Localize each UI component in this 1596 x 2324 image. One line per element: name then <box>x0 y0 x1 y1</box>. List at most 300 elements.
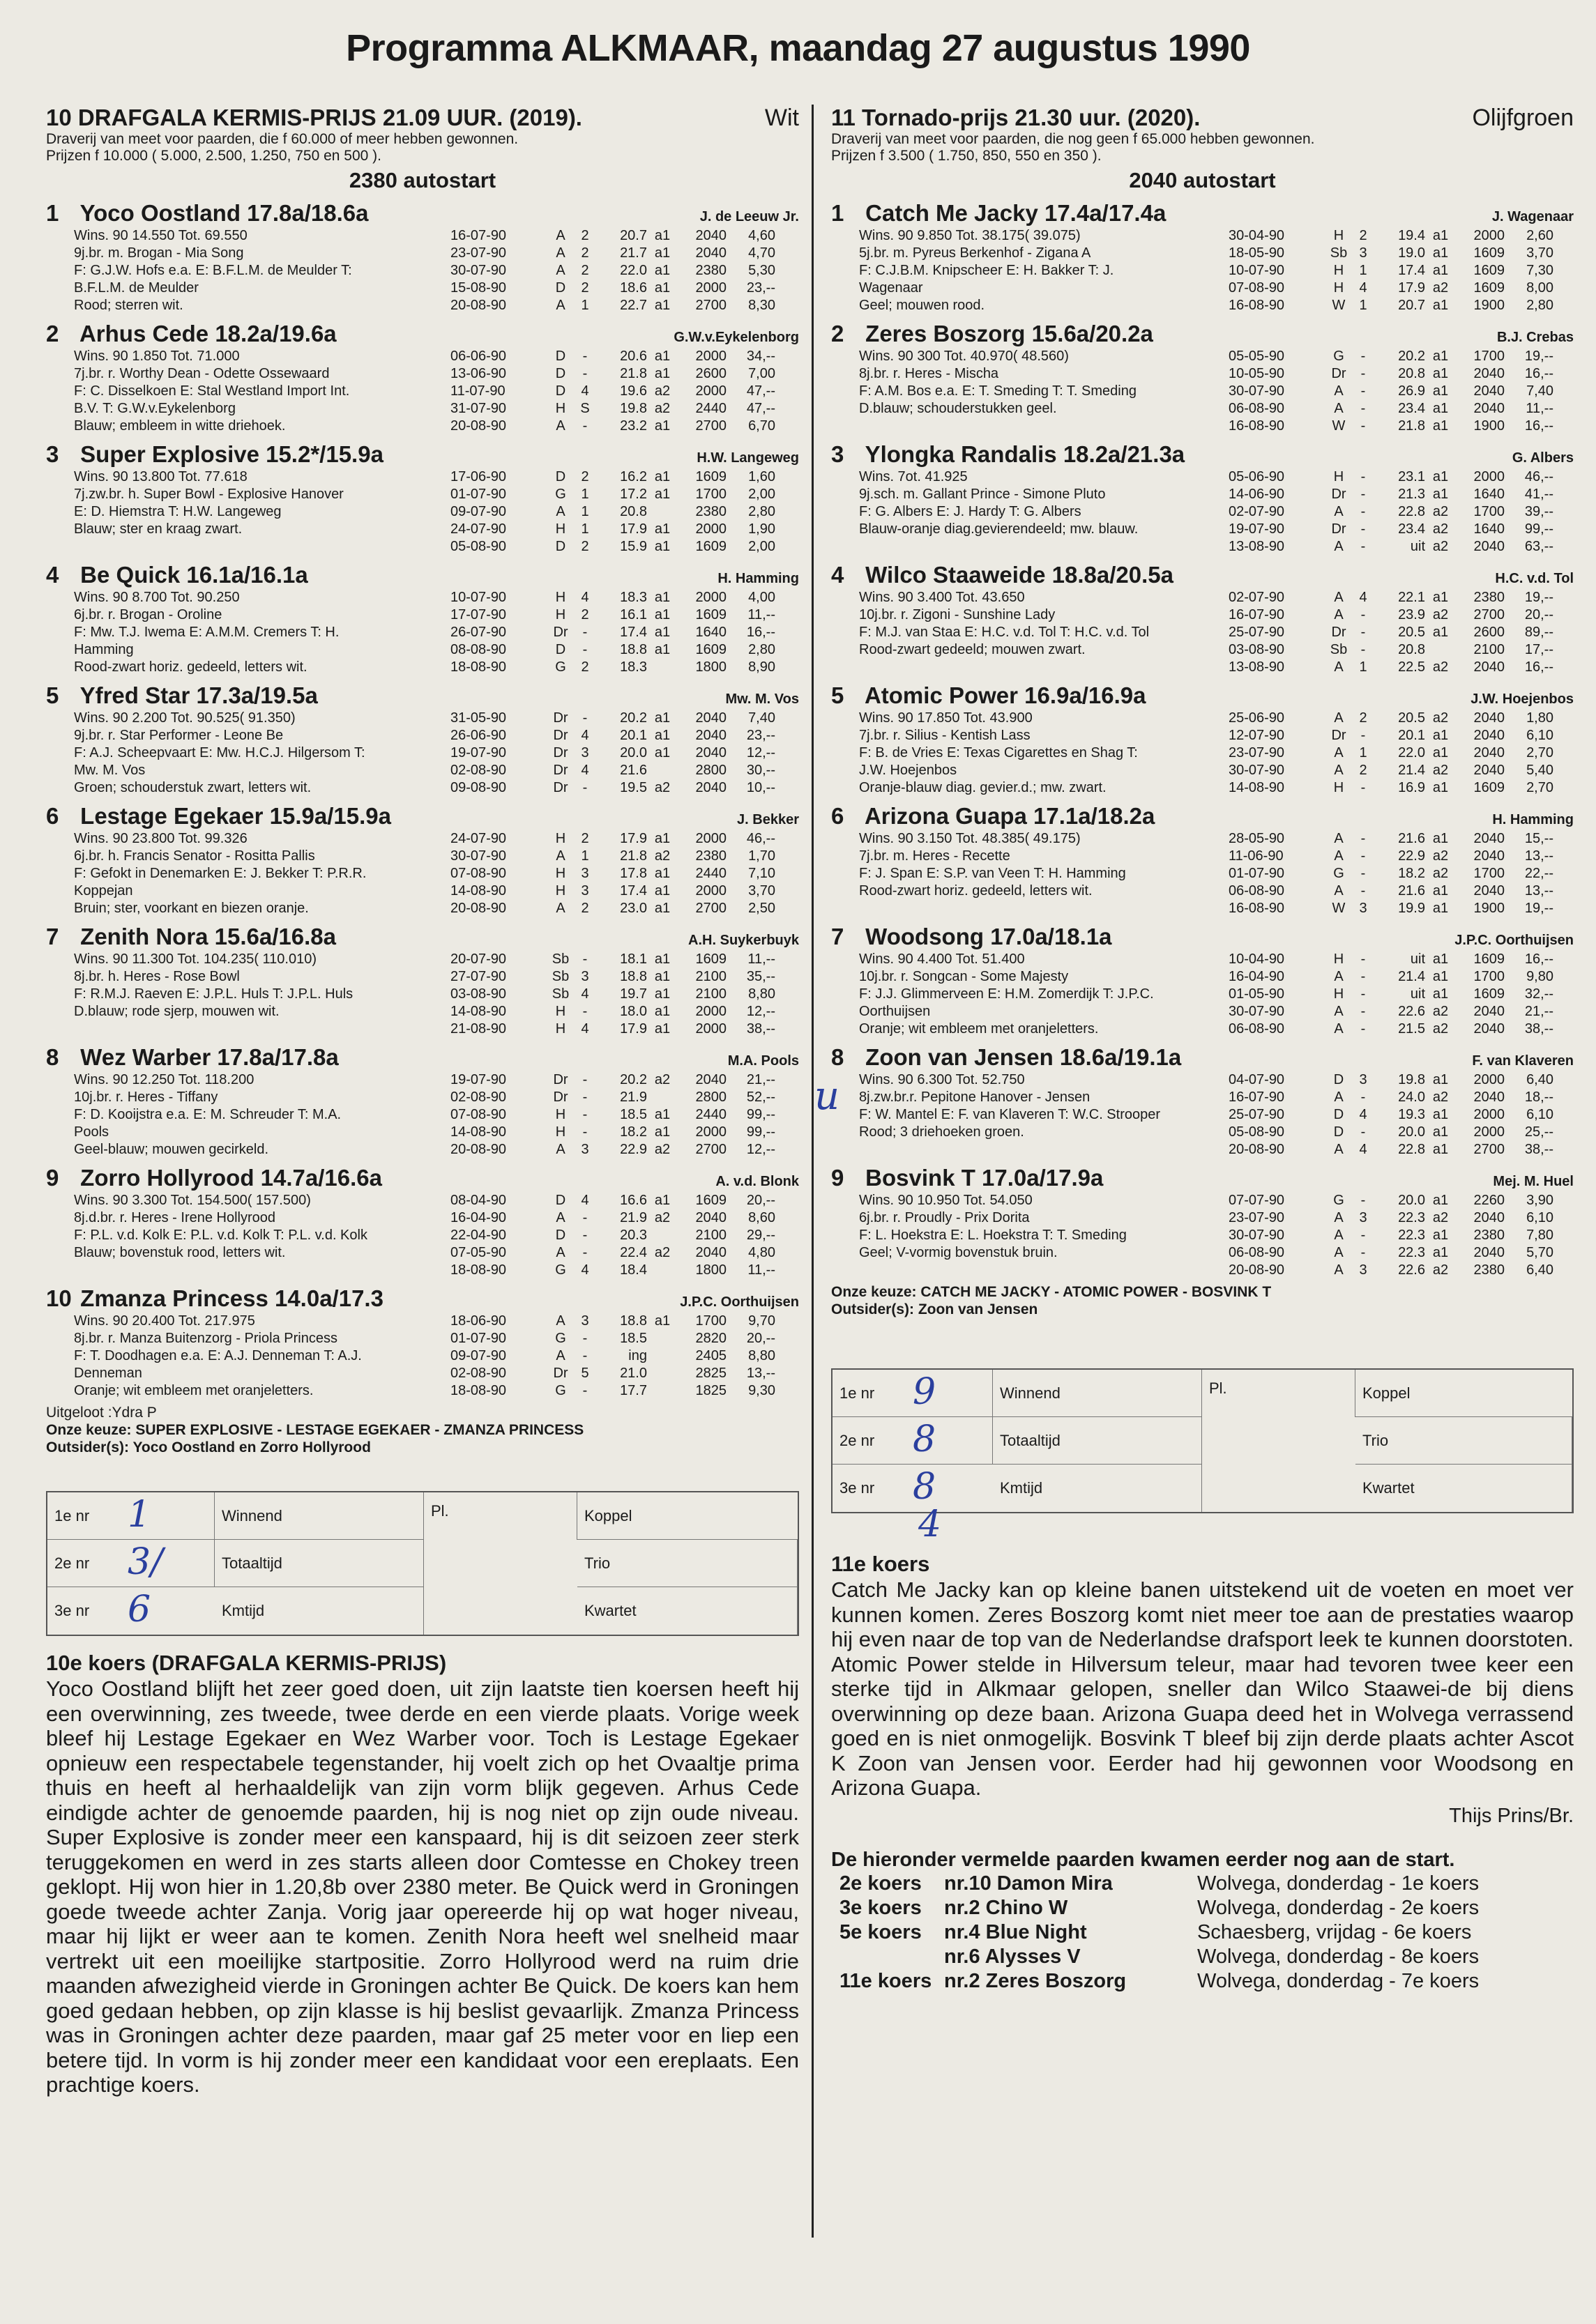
start-cell: 35,-- <box>746 969 775 984</box>
horse-info <box>831 710 1229 797</box>
start-cell: 2 <box>581 263 589 278</box>
start-cell: 11-07-90 <box>450 383 506 399</box>
horse-entry <box>831 320 1574 435</box>
start-cell: 23,-- <box>746 728 775 743</box>
horse-number: 3 <box>831 441 844 467</box>
horse-info-line: D.blauw; rode sjerp, mouwen wit. <box>74 1004 280 1019</box>
start-cell: H <box>1333 228 1344 243</box>
start-cell: - <box>1360 625 1366 640</box>
start-cell: 1640 <box>1473 487 1505 502</box>
start-cell: 19,-- <box>1524 901 1553 916</box>
start-cell: - <box>1360 418 1366 434</box>
previous-where: Wolvega, donderdag - 7e koers <box>1197 1969 1480 1992</box>
start-cell: A <box>556 1348 565 1363</box>
start-row <box>1229 848 1574 865</box>
start-cell: 8,30 <box>748 298 775 313</box>
start-cell: - <box>1360 1193 1366 1208</box>
start-row <box>450 1313 799 1330</box>
start-cell: 2600 <box>1473 625 1505 640</box>
start-cell: 18.2 <box>1398 866 1425 881</box>
start-cell: 1 <box>581 521 589 537</box>
start-row <box>1229 262 1574 280</box>
horse-number: 4 <box>831 562 844 588</box>
start-cell: H <box>1333 986 1344 1002</box>
start-cell: 22-04-90 <box>450 1228 507 1243</box>
start-cell: 21.3 <box>1398 487 1425 502</box>
start-cell: 02-07-90 <box>1229 504 1285 519</box>
previous-starts-heading: De hieronder vermelde paarden kwamen eerder nog aan de start. <box>831 1848 1455 1871</box>
start-cell: - <box>582 1124 588 1140</box>
start-cell: 30,-- <box>746 763 775 778</box>
start-cell: 2 <box>581 245 589 261</box>
start-cell: - <box>582 1331 588 1346</box>
start-cell: 1900 <box>1473 298 1505 313</box>
horse-info-line: Blauw; ster en kraag zwart. <box>74 521 243 537</box>
horse-info-line: Oranje; wit embleem met oranjeletters. <box>859 1021 1099 1037</box>
start-row <box>450 418 799 435</box>
start-row <box>450 297 799 314</box>
start-cell: - <box>1360 487 1366 502</box>
start-cell: 2040 <box>1473 1004 1505 1019</box>
start-cell: 23.1 <box>1398 469 1425 484</box>
horse-number: 5 <box>46 682 59 708</box>
start-row <box>450 779 799 797</box>
horse-name: 4 Be Quick 16.1a/16.1a <box>46 562 308 588</box>
start-cell: 17.9 <box>620 831 647 846</box>
start-cell: 23.9 <box>1398 607 1425 622</box>
start-cell: A <box>556 848 565 864</box>
horse-info-line: 10j.br. r. Songcan - Some Majesty <box>859 969 1069 984</box>
start-cell: 2000 <box>695 831 727 846</box>
start-cell: 2700 <box>1473 607 1505 622</box>
start-row <box>1229 830 1574 848</box>
start-cell: 15,-- <box>1524 831 1553 846</box>
horse-trainer: J. de Leeuw Jr. <box>699 209 799 224</box>
start-cell: 2000 <box>695 280 727 296</box>
start-cell: 20.5 <box>1398 625 1425 640</box>
start-cell: Dr <box>553 710 568 726</box>
start-cell: 14-08-90 <box>450 883 507 899</box>
start-cell: 4,80 <box>748 1245 775 1260</box>
horse-entry <box>831 561 1574 676</box>
result-kwartet-cell: Kwartet <box>577 1587 798 1635</box>
start-cell: 18.8 <box>620 642 647 657</box>
start-cell: 2000 <box>695 1021 727 1037</box>
start-cell: 6,10 <box>1526 1107 1553 1122</box>
start-cell: a2 <box>1432 1090 1449 1105</box>
start-cell: 21.8 <box>620 366 647 381</box>
horse-info-line: Wins. 90 14.550 Tot. 69.550 <box>74 228 248 243</box>
page-title: Programma ALKMAAR, maandag 27 augustus 1990 <box>346 27 1250 69</box>
start-cell: 2 <box>581 901 589 916</box>
start-cell: - <box>1360 1021 1366 1037</box>
start-cell: - <box>582 1107 588 1122</box>
horse-name: 5 Atomic Power 16.9a/16.9a <box>831 682 1146 708</box>
start-cell: 31-05-90 <box>450 710 507 726</box>
horse-entry <box>46 802 799 917</box>
start-cell: D <box>555 642 566 657</box>
horse-name: 8 Wez Warber 17.8a/17.8a <box>46 1044 339 1070</box>
start-cell: Dr <box>553 1072 568 1087</box>
horse-number: 9 <box>831 1165 844 1191</box>
start-cell: a1 <box>1432 298 1449 313</box>
start-row <box>1229 641 1574 659</box>
race-11-result-table <box>831 1368 1574 1513</box>
horse-entry <box>46 561 799 676</box>
start-cell: a1 <box>1432 625 1449 640</box>
start-row <box>450 227 799 245</box>
race-11-conditions: Draverij van meet voor paarden, die nog geen f 65.000 hebben gewonnen. <box>831 131 1315 147</box>
horse-entry <box>831 1043 1574 1159</box>
start-cell: A <box>1334 1210 1344 1225</box>
horse-starts <box>450 951 799 1038</box>
start-cell: 3 <box>1359 901 1367 916</box>
start-cell: 22.6 <box>1398 1004 1425 1019</box>
handwritten-third: 6 <box>128 1589 151 1630</box>
start-cell: 02-08-90 <box>450 1366 507 1381</box>
horse-entry <box>831 441 1574 556</box>
horse-starts <box>450 468 799 556</box>
start-cell: 20.0 <box>620 745 647 760</box>
start-cell: 14-08-90 <box>1229 780 1285 795</box>
start-cell: 18.0 <box>620 1004 647 1019</box>
start-row <box>1229 280 1574 297</box>
horse-header <box>831 441 1574 468</box>
horse-name: 10 Zmanza Princess 14.0a/17.3 <box>46 1285 383 1311</box>
start-cell: 13-08-90 <box>1229 539 1285 554</box>
start-cell: G <box>1333 866 1344 881</box>
horse-info-line: F: R.M.J. Raeven E: J.P.L. Huls T: J.P.L. Huls <box>74 986 354 1002</box>
horse-info-line: F: J.J. Glimmerveen E: H.M. Zomerdijk T: J.P.C. <box>859 986 1154 1002</box>
start-cell: 2 <box>581 607 589 622</box>
start-cell: A <box>556 1245 565 1260</box>
start-cell: a2 <box>654 401 671 416</box>
start-cell: 21.9 <box>620 1210 647 1225</box>
start-row <box>1229 486 1574 503</box>
start-cell: a1 <box>1432 831 1449 846</box>
horse-info-line: 8j.br. r. Heres - Mischa <box>859 366 999 381</box>
race-10-uitgeloot: Uitgeloot :Ydra P <box>46 1405 157 1421</box>
start-cell: A <box>1334 504 1344 519</box>
horse-trainer: B.J. Crebas <box>1496 330 1574 345</box>
horse-entry <box>46 923 799 1038</box>
start-cell: 1609 <box>695 539 727 554</box>
start-cell: a1 <box>1432 1245 1449 1260</box>
start-cell: 1609 <box>1473 986 1505 1002</box>
start-cell: 4 <box>581 383 589 399</box>
start-cell: 1609 <box>1473 951 1505 967</box>
start-cell: 2380 <box>695 848 727 864</box>
start-cell: 2000 <box>695 383 727 399</box>
start-row <box>1229 1020 1574 1038</box>
start-cell: 20.7 <box>620 228 647 243</box>
start-cell: 05-08-90 <box>450 539 507 554</box>
start-cell: 22.8 <box>1398 1142 1425 1157</box>
start-cell: 2040 <box>695 745 727 760</box>
start-cell: 5,40 <box>1526 763 1553 778</box>
horse-info-line: Blauw; embleem in witte driehoek. <box>74 418 286 434</box>
start-cell: 20.2 <box>1398 349 1425 364</box>
start-cell: 10-04-90 <box>1229 951 1285 967</box>
start-cell: a2 <box>1432 521 1449 537</box>
start-cell: a2 <box>654 1142 671 1157</box>
start-cell: H <box>555 1004 566 1019</box>
horse-starts <box>450 830 799 917</box>
start-row <box>450 1020 799 1038</box>
start-row <box>450 383 799 400</box>
horse-trainer: J.P.C. Oorthuijsen <box>1454 933 1574 948</box>
horse-trainer: J. Bekker <box>737 812 799 827</box>
start-cell: - <box>1360 401 1366 416</box>
start-cell: 2040 <box>1473 745 1505 760</box>
horse-info <box>831 1071 1229 1159</box>
start-cell: 30-07-90 <box>450 848 507 864</box>
start-row <box>1229 624 1574 641</box>
start-cell: 22.6 <box>1398 1262 1425 1278</box>
start-cell: - <box>1360 848 1366 864</box>
start-cell: a1 <box>1432 383 1449 399</box>
start-cell: 22.7 <box>620 298 647 313</box>
start-cell: a1 <box>654 1004 671 1019</box>
horse-name: 1 Yoco Oostland 17.8a/18.6a <box>46 200 369 226</box>
start-cell: 1700 <box>1473 349 1505 364</box>
start-cell: A <box>556 1142 565 1157</box>
start-cell: Dr <box>1331 521 1346 537</box>
start-cell: 1 <box>1359 659 1367 675</box>
start-row <box>1229 538 1574 556</box>
start-row <box>1229 589 1574 606</box>
horse-info-line: F: J. Span E: S.P. van Veen T: H. Hamming <box>859 866 1126 881</box>
horse-trainer: H.C. v.d. Tol <box>1495 571 1574 586</box>
start-row <box>1229 383 1574 400</box>
start-cell <box>647 762 678 779</box>
start-row <box>450 1141 799 1159</box>
start-cell: 38,-- <box>746 1021 775 1037</box>
start-cell: 06-08-90 <box>1229 401 1285 416</box>
start-cell: 2380 <box>695 263 727 278</box>
start-cell: 34,-- <box>746 349 775 364</box>
start-cell: D <box>1333 1072 1344 1087</box>
start-cell: 21.0 <box>620 1366 647 1381</box>
start-cell: 1609 <box>695 951 727 967</box>
horse-info <box>46 227 450 314</box>
start-cell: 18-06-90 <box>450 1313 507 1329</box>
start-cell: 18-08-90 <box>450 1262 507 1278</box>
start-cell: 01-07-90 <box>450 487 507 502</box>
start-cell: 1,80 <box>1526 710 1553 726</box>
race-10-horse-list <box>46 199 799 1400</box>
start-cell: a2 <box>654 1245 671 1260</box>
start-cell: 11,-- <box>747 951 775 967</box>
start-cell: W <box>1332 298 1346 313</box>
start-row <box>450 1244 799 1262</box>
horse-info-line: 5j.br. m. Pyreus Berkenhof - Zigana A <box>859 245 1091 261</box>
start-cell: 13,-- <box>746 1366 775 1381</box>
start-cell: 5,70 <box>1526 1245 1553 1260</box>
start-cell <box>647 1262 678 1279</box>
start-cell: 39,-- <box>1524 504 1553 519</box>
start-cell: 1 <box>1359 745 1367 760</box>
horse-info-line: Koppejan <box>74 883 133 899</box>
start-row <box>1229 348 1574 365</box>
start-cell: 3 <box>581 1313 589 1329</box>
start-cell: a1 <box>654 1313 671 1329</box>
horse-entry <box>46 1164 799 1279</box>
start-cell: - <box>582 780 588 795</box>
start-cell: H <box>555 590 566 605</box>
start-cell: a1 <box>654 642 671 657</box>
horse-info <box>46 1313 450 1400</box>
start-cell: A <box>1334 848 1344 864</box>
horse-info-line: F: C.J.B.M. Knipscheer E: H. Bakker T: J. <box>859 263 1114 278</box>
start-cell: 11,-- <box>1526 401 1553 416</box>
horse-header <box>46 923 799 951</box>
start-cell: 1 <box>581 504 589 519</box>
handwritten-second: 3/ <box>128 1541 163 1583</box>
horse-name: 5 Yfred Star 17.3a/19.5a <box>46 682 318 708</box>
start-cell: 2440 <box>695 401 727 416</box>
previous-race: 11e koers <box>839 1969 932 1992</box>
start-row <box>450 900 799 917</box>
result-winnend-cell: Winnend <box>215 1492 424 1540</box>
horse-number: 2 <box>831 321 844 346</box>
start-cell: 6,10 <box>1526 728 1553 743</box>
start-cell: 2 <box>581 659 589 675</box>
horse-info <box>831 830 1229 917</box>
start-cell: - <box>1360 383 1366 399</box>
start-cell: - <box>582 1004 588 1019</box>
start-cell: a1 <box>654 1193 671 1208</box>
start-cell: 20.1 <box>620 728 647 743</box>
start-cell: - <box>1360 642 1366 657</box>
commentary-11-heading: 11e koers <box>831 1552 930 1576</box>
start-cell: 26-07-90 <box>450 625 507 640</box>
start-row <box>450 951 799 968</box>
horse-header <box>831 199 1574 227</box>
start-cell: 2700 <box>695 1142 727 1157</box>
horse-entry <box>831 802 1574 917</box>
start-cell: 2700 <box>695 298 727 313</box>
start-cell: 17.9 <box>1398 280 1425 296</box>
start-cell: a1 <box>654 969 671 984</box>
start-cell: 2600 <box>695 366 727 381</box>
horse-info-line: D.blauw; schouderstukken geel. <box>859 401 1057 416</box>
start-row <box>1229 968 1574 986</box>
start-cell: a1 <box>654 539 671 554</box>
start-cell: - <box>582 1245 588 1260</box>
previous-horse: nr.2 Zeres Boszorg <box>944 1969 1127 1992</box>
start-cell: 7,80 <box>1526 1228 1553 1243</box>
start-cell: 2825 <box>695 1366 727 1381</box>
start-cell: 05-08-90 <box>1229 1124 1285 1140</box>
start-cell: 10,-- <box>746 780 775 795</box>
handwritten-third: 8 <box>913 1466 936 1508</box>
start-cell: 20.8 <box>1398 366 1425 381</box>
start-cell: Dr <box>553 728 568 743</box>
start-row <box>1229 468 1574 486</box>
start-cell: Sb <box>552 951 570 967</box>
start-row <box>450 589 799 606</box>
start-row <box>1229 1071 1574 1089</box>
start-cell: 4,60 <box>748 228 775 243</box>
start-cell: 14-08-90 <box>450 1004 507 1019</box>
start-cell: 1900 <box>1473 418 1505 434</box>
horse-number: 6 <box>46 803 59 829</box>
start-cell: 13-06-90 <box>450 366 507 381</box>
horse-info-line: 7j.br. r. Silius - Kentish Lass <box>859 728 1031 743</box>
horse-info-line: Geel; mouwen rood. <box>859 298 985 313</box>
start-cell: 10-05-90 <box>1229 366 1285 381</box>
start-cell: - <box>1360 1124 1366 1140</box>
start-cell: a2 <box>1432 866 1449 881</box>
horse-number: 8 <box>831 1044 844 1070</box>
start-cell: 16,-- <box>1524 659 1553 675</box>
horse-name: 7 Woodsong 17.0a/18.1a <box>831 924 1112 949</box>
horse-name: 9 Bosvink T 17.0a/17.9a <box>831 1165 1104 1191</box>
start-cell: 22,-- <box>1524 866 1553 881</box>
start-cell: a2 <box>654 848 671 864</box>
start-cell: 2040 <box>695 710 727 726</box>
start-cell: 26.9 <box>1398 383 1425 399</box>
horse-starts <box>450 227 799 314</box>
start-cell: A <box>1334 1021 1344 1037</box>
start-row <box>450 1382 799 1400</box>
start-cell: 03-08-90 <box>450 986 507 1002</box>
horse-info-line: F: Gefokt in Denemarken E: J. Bekker T: P.R.R. <box>74 866 367 881</box>
start-cell: Dr <box>1331 487 1346 502</box>
result-totaaltijd-cell: Totaaltijd <box>993 1417 1202 1465</box>
start-cell: 16,-- <box>746 625 775 640</box>
start-cell: 21.6 <box>620 763 647 778</box>
previous-race: 3e koers <box>839 1896 922 1919</box>
start-cell: - <box>582 1228 588 1243</box>
result-second-cell: 2e nr 3/ <box>47 1540 215 1587</box>
start-cell: 18-05-90 <box>1229 245 1285 261</box>
horse-info-line: 7j.zw.br. h. Super Bowl - Explosive Hanover <box>74 487 344 502</box>
start-cell: 2100 <box>695 986 727 1002</box>
horse-info-line: Hamming <box>74 642 134 657</box>
start-cell: a1 <box>1432 1193 1449 1208</box>
result-kmtijd-cell: Kmtijd <box>215 1587 424 1635</box>
start-row <box>450 1089 799 1106</box>
start-cell: 63,-- <box>1524 539 1553 554</box>
start-cell: 4 <box>581 986 589 1002</box>
start-cell: 6,70 <box>748 418 775 434</box>
start-cell: 2040 <box>1473 1021 1505 1037</box>
horse-info <box>46 348 450 435</box>
start-cell: 2 <box>581 280 589 296</box>
start-cell: Dr <box>553 745 568 760</box>
start-cell: A <box>1334 969 1344 984</box>
start-cell: 2000 <box>695 349 727 364</box>
start-cell: 2100 <box>695 969 727 984</box>
start-cell: a1 <box>654 487 671 502</box>
start-cell: 3 <box>1359 245 1367 261</box>
horse-header <box>46 320 799 348</box>
start-cell: 2 <box>581 831 589 846</box>
start-cell: 17.2 <box>620 487 647 502</box>
horse-header <box>831 802 1574 830</box>
horse-header <box>46 1043 799 1071</box>
start-cell: Sb <box>552 969 570 984</box>
start-cell: 8,60 <box>748 1210 775 1225</box>
previous-horse: nr.4 Blue Night <box>944 1920 1087 1943</box>
start-cell: a1 <box>654 245 671 261</box>
start-cell: a1 <box>1432 728 1449 743</box>
start-cell: D <box>555 469 566 484</box>
horse-info-line: Oranje-blauw diag. gevier.d.; mw. zwart. <box>859 780 1107 795</box>
commentary-10-text: Yoco Oostland blijft het zeer goed doen, uit zijn laatste tien koersen heeft hij een overwinning, zes tweede, twee derde en een vierde plaats. Vorige week bleef hij Lestage Egekaer en Wez Warber voor. Toch is Lestage Egekaer opnieuw een respectabele tegenstander, hij voelt zich op het Ovaaltje prima thuis en heeft al herhaaldelijk van zijn vorm blijk gegeven. Arhus Cede eindigde achter de genoemde paarden, hij is nog niet op zijn oude niveau. Super Explosive is zonder meer een kanspaard, hij is dit seizoen zeer sterk teruggekomen en werd in zes starts alleen door Comtesse en Chokey treen geklopt. Hij won hier in 1.20,8b over 2380 meter. Be Quick werd in Groningen goede tweede achter Zanja. Vorig jaar opereerde hij op wat hoger niveau, maar hij lijkt er weer aan te komen. Zenith Nora heeft wel snelheid maar vertrekt uit een moeilijke startpositie. Zorro Hollyrood werd na ruim drie maanden afwezigheid vierde in Groningen achter Be Quick. De koers kan hem goed gedaan hebben, op zijn klasse is hij beslist gevaarlijk. Zmanza Princess was in Groningen achter deze paarden, maar gaf 25 meter voor en liep een betere tijd. In vorm is hij zonder meer een kandidaat voor een ereplaats. Een prachtige koers. <box>46 1676 799 2097</box>
